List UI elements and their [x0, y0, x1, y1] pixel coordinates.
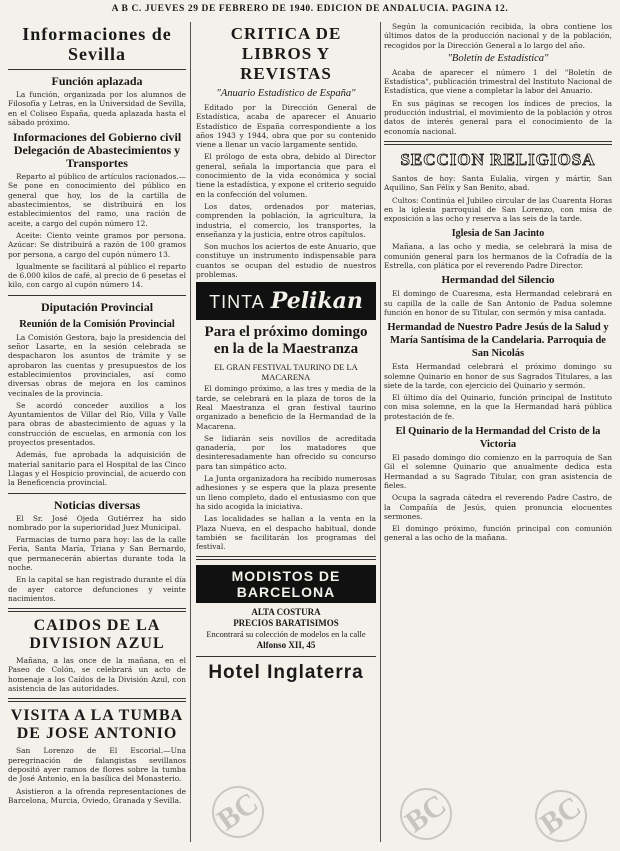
article-text: La función, organizada por los alumnos de Filosofía y Letras, en la Universidad de Sevilla, en el Coliseo España, queda aplazada hasta el sábado próximo.: [8, 90, 186, 127]
article-text: Mañana, a las ocho y media, se celebrará la misa de comunión general para los hermanos de la Cofradía de la Estrella, con plática por el reverendo Padre Director.: [384, 242, 612, 271]
article-text: La Junta organizadora ha recibido numerosas adhesiones y se espera que la plaza presente un lleno completo, dado el entusiasmo con que ha sido acogida la iniciativa.: [196, 474, 376, 511]
article-text: Reparto al público de artículos racionados.—Se pone en conocimiento del público en general que hoy, los de la cartilla de abastecimientos, se distribuirá en los establecimientos del ramo, una ración de aceite, a cargo del cupón número 12.: [8, 172, 186, 228]
article-text: Según la comunicación recibida, la obra contiene los últimos datos de la producción nacional y de la población, recogidos por la Dirección General a lo largo del año.: [384, 22, 612, 50]
article-text: Los datos, ordenados por materias, comprenden la población, la agricultura, la industria, el comercio, los transportes, la enseñanza y la justicia, entre otros capítulos.: [196, 201, 376, 239]
watermark-stamp: BC: [525, 780, 597, 851]
article-heading: Noticias diversas: [53, 497, 141, 512]
article-text: El Sr. José Ojeda Gutiérrez ha sido nombrado por la superioridad Juez Municipal.: [8, 513, 186, 532]
divider: [8, 295, 186, 296]
article-text: La Comisión Gestora, bajo la presidencia del señor Lasarte, en la sesión celebrada se despacharon los asuntos de trámite y se aprobaron las cuentas y presupuestos de los establecimientos provinciales, así como diversas obras de mejora en los caminos vecinales de la provincia.: [8, 332, 186, 398]
boletin-title: "Boletín de Estadística": [447, 52, 549, 64]
ad-pelikan-brand: Pelikan: [270, 288, 363, 315]
article-heading: Informaciones del Gobierno civil Delegación de Abastecimientos y Transportes: [12, 130, 182, 171]
section-title: CRITICA DE LIBROS Y REVISTAS: [230, 24, 342, 83]
article-subheading: Iglesia de San Jacinto: [451, 228, 545, 240]
article-text: En la capital se han registrado durante el día de ayer catorce defunciones y veinte nacimientos.: [8, 575, 186, 603]
divider: [8, 69, 186, 70]
article-heading: El Quinario de la Hermandad del Cristo de la Victoria: [395, 426, 601, 451]
ad-hotel: Hotel Inglaterra: [208, 662, 364, 684]
headline: Para el próximo domingo en la de la Maestranza: [204, 324, 368, 358]
article-text: Se acordó conceder auxilios a los Ayuntamientos de Villar del Río, Villa y Valle para obras de abastecimiento de aguas y la construcción de escuelas, en armonía con los proyectos presentados.: [8, 400, 186, 448]
article-text: Además, fue aprobada la adquisición de material sanitario para el Hospital de las Cinco Llagas y el Hospicio provincial, de acuerdo con la Beneficencia provincial.: [8, 450, 186, 488]
column-rule: [190, 22, 191, 842]
divider: [8, 698, 186, 702]
article-text: Asistieron a la ofrenda representaciones de Barcelona, Murcia, Oviedo, Granada y Sevilla.: [8, 786, 186, 805]
article-text: Ocupa la sagrada cátedra el reverendo Padre Castro, de la Compañía de Jesús, quien pronuncia elocuentes sermones.: [384, 493, 612, 521]
ad-line: ALTA COSTURA: [251, 607, 321, 618]
divider: [384, 141, 612, 145]
column-right: [384, 22, 612, 846]
watermark-stamp: BC: [202, 776, 274, 848]
article-text: El domingo próximo, a las tres y media de la tarde, se celebrará en la plaza de toros de la Real Maestranza el gran festival taurino organizado a beneficio de la Hermandad de la Macarena.: [196, 384, 376, 431]
caidos-title: CAIDOS DE LA DIVISION AZUL: [29, 617, 165, 653]
column-center: [196, 22, 376, 846]
masthead: A B C. JUEVES 29 DE FEBRERO DE 1940. EDICION DE ANDALUCIA. PAGINA 12.: [111, 4, 509, 14]
divider: [8, 493, 186, 494]
article-text: San Lorenzo de El Escorial.—Una peregrinación de falangistas sevillanos depositó ayer ramos de flores sobre la tumba de José Antonio, en la basílica del Monasterio.: [8, 746, 186, 784]
ad-line: Alfonso XII, 45: [256, 640, 316, 651]
ad-line: Encontrará su colección de modelos en la calle: [206, 629, 366, 640]
article-text: El último día del Quinario, función principal de Instituto con misa solemne, en la que la Hermandad hará pública protestación de fe.: [384, 393, 612, 421]
divider: [196, 656, 376, 657]
article-text: Las localidades se hallan a la venta en la Plaza Nueva, en el despacho habitual, donde también se facilitarán los programas del festival.: [196, 514, 376, 552]
subheadline: EL GRAN FESTIVAL TAURINO DE LA MACARENA: [214, 362, 358, 383]
watermark-stamp: BC: [390, 778, 462, 850]
article-text: Cultos: Continúa el Jubileo circular de las Cuarenta Horas en la iglesia parroquial de San Lorenzo, con misa de exposición a las ocho y reserva a las seis de la tarde.: [384, 195, 612, 224]
section-title: Informaciones de Sevilla: [22, 24, 172, 64]
article-heading: Diputación Provincial: [40, 299, 154, 314]
article-heading: Hermandad del Silencio: [441, 274, 555, 287]
article-text: Editado por la Dirección General de Estadística, acaba de aparecer el Anuario Estadístico de España correspondiente a los años 1943 y 1944, obra que por su contenido viene a llenar un vacío largamente sentido.: [196, 103, 376, 150]
divider: [8, 608, 186, 612]
article-text: Farmacias de turno para hoy: las de la calle Feria, Santa María, Triana y San Bernardo, que permanecerán abiertas durante toda la noche.: [8, 535, 186, 572]
article-text: Esta Hermandad celebrará el próximo domingo su solemne Quinario en honor de sus Sagrados Titulares, a las siete de la tarde, con ejercicio del Quinario y sermón.: [384, 362, 612, 390]
column-rule: [380, 22, 381, 842]
article-text: Acaba de aparecer el número 1 del "Boletín de Estadística", publicación trimestral del Instituto Nacional de Estadística, que viene a completar la labor del Anuario.: [384, 67, 612, 96]
article-text: En sus páginas se recogen los índices de precios, la producción industrial, el movimiento de la población y otros datos de interés general para el conocimiento de la economía nacional.: [384, 98, 612, 136]
article-text: El prólogo de esta obra, debido al Director general, señala la importancia que para el conocimiento de la vida económica y social tiene la estadística, y expone el criterio seguido en la confección del volumen.: [196, 152, 376, 199]
article-heading: Hermandad de Nuestro Padre Jesús de la Salud y María Santísima de la Candelaria. Parroquia de San Nicolás: [387, 322, 609, 360]
ad-modistos-title: MODISTOS DE BARCELONA: [231, 568, 341, 601]
article-text: Mañana, a las once de la mañana, en el Paseo de Colón, se celebrará un acto de homenaje a los Caídos de la División Azul, con asistencia de las autoridades.: [8, 656, 186, 694]
ad-pelikan: [196, 282, 376, 320]
article-text: Igualmente se facilitará al público el reparto de 6.000 kilos de café, al precio de 6 pesetas el kilo, con cargo al cupón número 14.: [8, 261, 186, 290]
column-left: [8, 22, 186, 846]
religiosa-title: SECCION RELIGIOSA: [400, 149, 596, 169]
article-heading: Función aplazada: [51, 74, 143, 88]
article-text: Se lidiarán seis novillos de acreditada ganadería, por los matadores que desinteresadamente han ofrecido su concurso para tan simpático acto.: [196, 433, 376, 471]
article-subheading: Reunión de la Comisión Provincial: [19, 318, 175, 330]
ad-line: PRECIOS BARATISIMOS: [233, 618, 339, 629]
article-text: Aceite: Ciento veinte gramos por persona. Azúcar: Se distribuirá a razón de 100 gramos por persona, a cargo del cupón número 13.: [8, 230, 186, 259]
ad-pelikan-tinta: TINTA: [209, 292, 265, 313]
visita-title: VISITA A LA TUMBA DE JOSE ANTONIO: [10, 707, 184, 743]
article-text: Son muchos los aciertos de este Anuario, que constituye un instrumento indispensable para cuantos se ocupan del estudio de nuestros problemas.: [196, 242, 376, 280]
review-subtitle: "Anuario Estadístico de España": [216, 88, 356, 99]
article-text: Santos de hoy: Santa Eulalia, virgen y mártir, San Aquilino, San Félix y San Benito, abad.: [384, 173, 612, 193]
article-text: El domingo próximo, función principal con comunión general a las ocho de la mañana.: [384, 524, 612, 543]
article-text: El domingo de Cuaresma, esta Hermandad celebrará en su capilla de la calle de San Antonio de Padua solemne función en honor de su Titular, con sermón y misa cantada.: [384, 289, 612, 317]
ad-modistos: [196, 565, 376, 603]
divider: [196, 556, 376, 560]
article-text: El pasado domingo dio comienzo en la parroquia de San Gil el solemne Quinario que anualmente dedica esta Hermandad a su Sagrado Titular, con gran asistencia de fieles.: [384, 453, 612, 490]
